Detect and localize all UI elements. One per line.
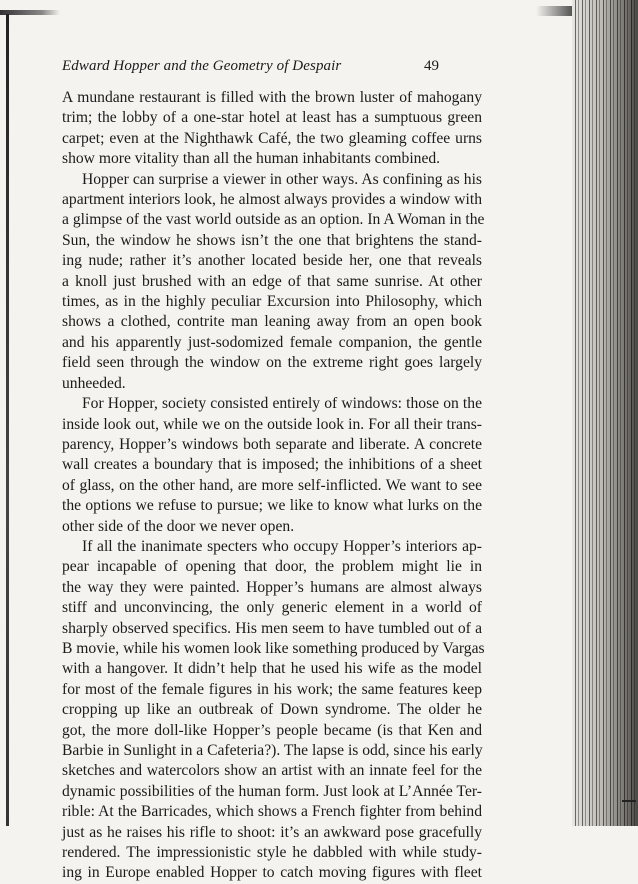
text-line: times, as in the highly peculiar Excursion into Philosophy, which [62,293,482,311]
text-line: wall creates a boundary that is imposed; the inhibitions of a sheet [62,456,482,474]
text-line: pear incapable of opening that door, the problem might lie in [62,558,482,576]
text-line: Barbie in Sunlight in a Cafeteria?). The lapse is odd, since his early [62,742,483,759]
text-line: B movie, while his women look like something produced by Vargas [62,639,485,657]
book-page [62,58,485,884]
text-line: ing in Europe enabled Hopper to catch moving figures with fleet [62,864,482,882]
text-line: Hopper can surprise a viewer in other ways. As confining as his [82,170,482,188]
text-line: just as he raises his rifle to shoot: it’s an awkward pose gracefully [62,823,482,841]
running-head [62,58,482,84]
text-line: the way they were painted. Hopper’s humans are almost always [62,578,482,596]
text-line: apartment interiors look, he almost always provides a window with [62,191,482,209]
text-line: carpet; even at the Nighthawk Café, the two gleaming coffee urns [62,129,482,147]
text-line: shows a clothed, contrite man leaning away from an open book [62,313,482,331]
text-line: dynamic possibilities of the human form. Just look at L’Année Ter- [62,782,482,800]
scan-edge-tick [622,800,636,802]
text-line: ing nude; rather it’s another located beside her, one that reveals [62,252,482,270]
text-line: Sun, the window he shows isn’t the one that brightens the stand- [62,231,482,249]
text-line: sketches and watercolors show an artist with an innate feel for the [62,762,482,780]
text-line: and his apparently just-sodomized female companion, the gentle [62,333,482,351]
text-line: rible: At the Barricades, which shows a French fighter from behind [62,803,482,821]
text-line: If all the inanimate specters who occupy Hopper’s interiors ap- [82,537,482,555]
text-line: For Hopper, society consisted entirely of windows: those on the [82,395,482,413]
text-line: a knoll just brushed with an edge of that same sunrise. At other [62,272,482,290]
scan-left-edge [6,14,9,826]
text-line: with a hangover. It didn’t help that he used his wife as the model [62,660,482,678]
body-text [62,88,485,884]
text-line: other side of the door we never open. [62,517,295,535]
scan-right-edge [572,0,638,826]
text-line: of glass, on the other hand, are more self-inflicted. We want to see [62,476,482,494]
text-line: got, the more doll-like Hopper’s people became (is that Ken and [62,721,482,739]
scan-top-mark [0,10,60,15]
text-line: show more vitality than all the human inhabitants combined. [62,150,441,168]
text-line: for most of the female figures in his work; the same features keep [62,680,482,698]
page-number: 49 [424,58,439,74]
text-line: stiff and unconvincing, the only generic element in a world of [62,599,482,617]
text-line: inside look out, while we on the outside look in. For all their trans- [62,415,482,433]
text-line: parency, Hopper’s windows both separate and liberate. A concrete [62,435,482,453]
text-line: the options we refuse to pursue; we like to know what lurks on the [62,497,482,515]
text-line: unheeded. [62,374,126,392]
text-line: field seen through the window on the extreme right goes largely [62,354,482,372]
text-line: rendered. The impressionistic style he dabbled with while study- [62,844,482,862]
running-title: Edward Hopper and the Geometry of Despair [62,58,342,74]
text-line: sharply observed specifics. His men seem to have tumbled out of a [62,619,482,637]
text-line: cropping up like an outbreak of Down syndrome. The older he [62,701,482,719]
text-line: A mundane restaurant is filled with the brown luster of mahogany [62,89,482,106]
text-line: trim; the lobby of a one-star hotel at least has a sumptuous green [62,109,482,127]
text-line: a glimpse of the vast world outside as an option. In A Woman in the [62,211,485,229]
